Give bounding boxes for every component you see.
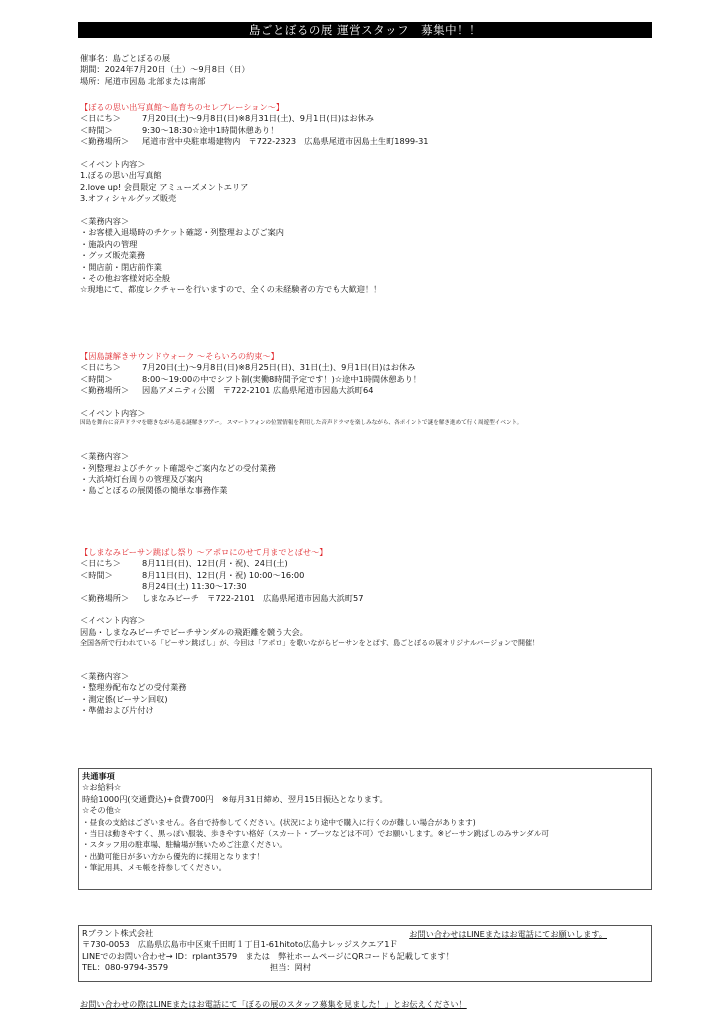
section-heading: 【ぼるの思い出写真館～島育ちのセレブレーション～】 xyxy=(80,102,285,112)
time-label: ＜時間＞ xyxy=(80,124,113,135)
event-item: 3.オフィシャルグッズ販売 xyxy=(80,193,177,204)
event-heading: ＜イベント内容＞ xyxy=(80,159,146,170)
work-item: ・島ごとぼるの展関係の簡単な事務作業 xyxy=(80,485,228,496)
organizer-line: 催事名：島ごとぼるの展 xyxy=(80,53,171,63)
time-value: 8:00～19:00の中でシフト制(実働8時間予定です！)☆途中1時間休憩あり！ xyxy=(142,373,422,384)
work-item: ・準備および片付け xyxy=(80,705,154,716)
event-description: 因島を舞台に音声ドラマを聴きながら巡る謎解きツアー。 スマートフォンの位置情報を利用した音声ドラマを楽しみながら、各ポイントで謎を解き進めて行く周遊型イベント。 xyxy=(80,420,523,427)
location-label: ＜勤務場所＞ xyxy=(80,385,130,396)
place-line: 場所：尾道市因島 北部または南部 xyxy=(80,75,206,86)
inquiry-note: お問い合わせはLINEまたはお電話にてお願いします。 xyxy=(409,929,607,939)
location-row xyxy=(80,593,660,604)
event-description-detail: 全国各所で行われている「ビーサン跳ばし」が、今回は「アポロ」を歌いながらビーサンをとばす、島ごとぼるの展オリジナルバージョンで開催！ xyxy=(80,639,540,648)
company-name: Rプラント株式会社 xyxy=(82,928,154,938)
tel-row xyxy=(82,962,648,973)
days-value: 7月20日(土)～9月8日(日)※8月25日(日)、31日(土)、9月1日(日)はお休み xyxy=(142,362,416,373)
location-row xyxy=(80,136,660,147)
days-label: ＜日にち＞ xyxy=(80,113,121,124)
work-heading: ＜業務内容＞ xyxy=(80,671,130,682)
other-item: ・昼食の支給はございません。各自で持参してください。(状況により途中で購入に行くのが難しい場合があります) xyxy=(82,817,476,827)
time-label: ＜時間＞ xyxy=(80,373,113,384)
work-item: ・整理券配布などの受付業務 xyxy=(80,682,187,693)
days-label: ＜日にち＞ xyxy=(80,362,121,373)
days-row xyxy=(80,362,660,373)
work-item: ・グッズ販売業務 xyxy=(80,250,146,261)
section-note: ☆現地にて、都度レクチャーを行いますので、全くの未経験者の方でも大歓迎！！ xyxy=(80,284,382,295)
contact-box xyxy=(78,925,652,982)
days-value: 7月20日(土)～9月8日(日)※8月31日(土)、9月1日(日)はお休み xyxy=(142,113,374,124)
pay-value: 時給1000円(交通費込)+食費700円 ※毎月31日締め、翌月15日振込となります。 xyxy=(82,793,388,804)
event-item: 2.love up! 会員限定 アミューズメントエリア xyxy=(80,181,249,192)
time-row xyxy=(80,125,660,136)
time-row xyxy=(80,570,660,581)
section-photo-studio xyxy=(80,102,660,296)
days-label: ＜日にち＞ xyxy=(80,558,121,569)
work-heading: ＜業務内容＞ xyxy=(80,451,130,462)
location-label: ＜勤務場所＞ xyxy=(80,136,130,147)
common-heading: 共通事項 xyxy=(82,771,115,781)
work-item: ・大浜埼灯台周りの管理及び案内 xyxy=(80,474,203,485)
event-item: 1.ぼるの思い出写真館 xyxy=(80,170,162,181)
time-value: 9:30～18:30☆途中1時間休憩あり！ xyxy=(142,124,279,135)
page-title: 島ごとぼるの展 運営スタッフ 募集中！！ xyxy=(78,22,652,38)
contact-person: 担当：岡村 xyxy=(270,962,311,973)
work-item: ・列整理およびチケット確認やご案内などの受付業務 xyxy=(80,462,276,473)
other-item: ・出勤可能日が多い方から優先的に採用となります！ xyxy=(82,851,265,861)
location-label: ＜勤務場所＞ xyxy=(80,592,130,603)
event-heading: ＜イベント内容＞ xyxy=(80,615,146,626)
event-heading: ＜イベント内容＞ xyxy=(80,408,146,419)
days-row xyxy=(80,113,660,124)
event-header xyxy=(80,53,660,87)
work-item: ・施設内の管理 xyxy=(80,238,138,249)
work-item: ・お客様入退場時のチケット確認・列整理およびご案内 xyxy=(80,227,284,238)
work-item: ・開店前・閉店前作業 xyxy=(80,261,162,272)
common-terms-box xyxy=(78,768,652,890)
pay-heading: ☆お給料☆ xyxy=(82,782,122,793)
location-row xyxy=(80,385,660,396)
line-contact: LINEでのお問い合わせ→ ID：rplant3579 または 弊社ホームページにQRコードも記載してます！ xyxy=(82,950,454,961)
time-value-second: 8月24日(土) 11:30～17:30 xyxy=(142,581,247,592)
work-item: ・その他お客様対応全般 xyxy=(80,273,171,284)
other-heading: ☆その他☆ xyxy=(82,805,122,816)
other-item: ・当日は動きやすく、黒っぽい服装、歩きやすい格好（スカート・ブーツなどは不可）でお願いします。※ビーサン跳ばしのみサンダル可 xyxy=(82,829,549,839)
company-address: 〒730-0053 広島県広島市中区東千田町１丁目1-61hitoto広島ナレッジスクエア1Ｆ xyxy=(82,939,398,950)
section-beach-sandal xyxy=(80,547,660,717)
days-row xyxy=(80,558,660,569)
work-heading: ＜業務内容＞ xyxy=(80,216,130,227)
tel-number: TEL：080-9794-3579 xyxy=(82,962,169,973)
section-heading: 【しまなみビーサン跳ばし祭り ～アポロにのせて月までとばせ～】 xyxy=(80,547,328,557)
location-value: 尾道市営中央駐車場建物内 〒722-2323 広島県尾道市因島土生町1899-31 xyxy=(142,136,429,147)
section-sound-walk xyxy=(80,351,660,497)
days-value: 8月11日(日)、12日(月・祝)、24日(土) xyxy=(142,558,288,569)
work-item: ・測定係(ビーサン回収) xyxy=(80,693,168,704)
location-value: 因島アメニティ公園 〒722-2101 広島県尾道市因島大浜町64 xyxy=(142,385,374,396)
period-line: 期間：2024年7月20日（土）～9月8日（日） xyxy=(80,64,250,75)
time-value: 8月11日(日)、12日(月・祝) 10:00～16:00 xyxy=(142,569,305,580)
other-item: ・筆記用具、メモ帳を持参してください。 xyxy=(82,863,227,873)
location-value: しまなみビーチ 〒722-2101 広島県尾道市因島大浜町57 xyxy=(142,592,364,603)
other-item: ・スタッフ用の駐車場、駐輪場が無いためご注意ください。 xyxy=(82,840,288,850)
time-label: ＜時間＞ xyxy=(80,569,113,580)
event-description: 因島・しまなみビーチでビーチサンダルの飛距離を競う大会。 xyxy=(80,626,308,637)
time-row xyxy=(80,374,660,385)
footer-note: お問い合わせの際はLINEまたはお電話にて「ぼるの展のスタッフ募集を見ました！」とお伝えください！ xyxy=(80,999,467,1009)
section-heading: 【因島謎解きサウンドウォーク ～そらいろの約束～】 xyxy=(80,351,279,361)
